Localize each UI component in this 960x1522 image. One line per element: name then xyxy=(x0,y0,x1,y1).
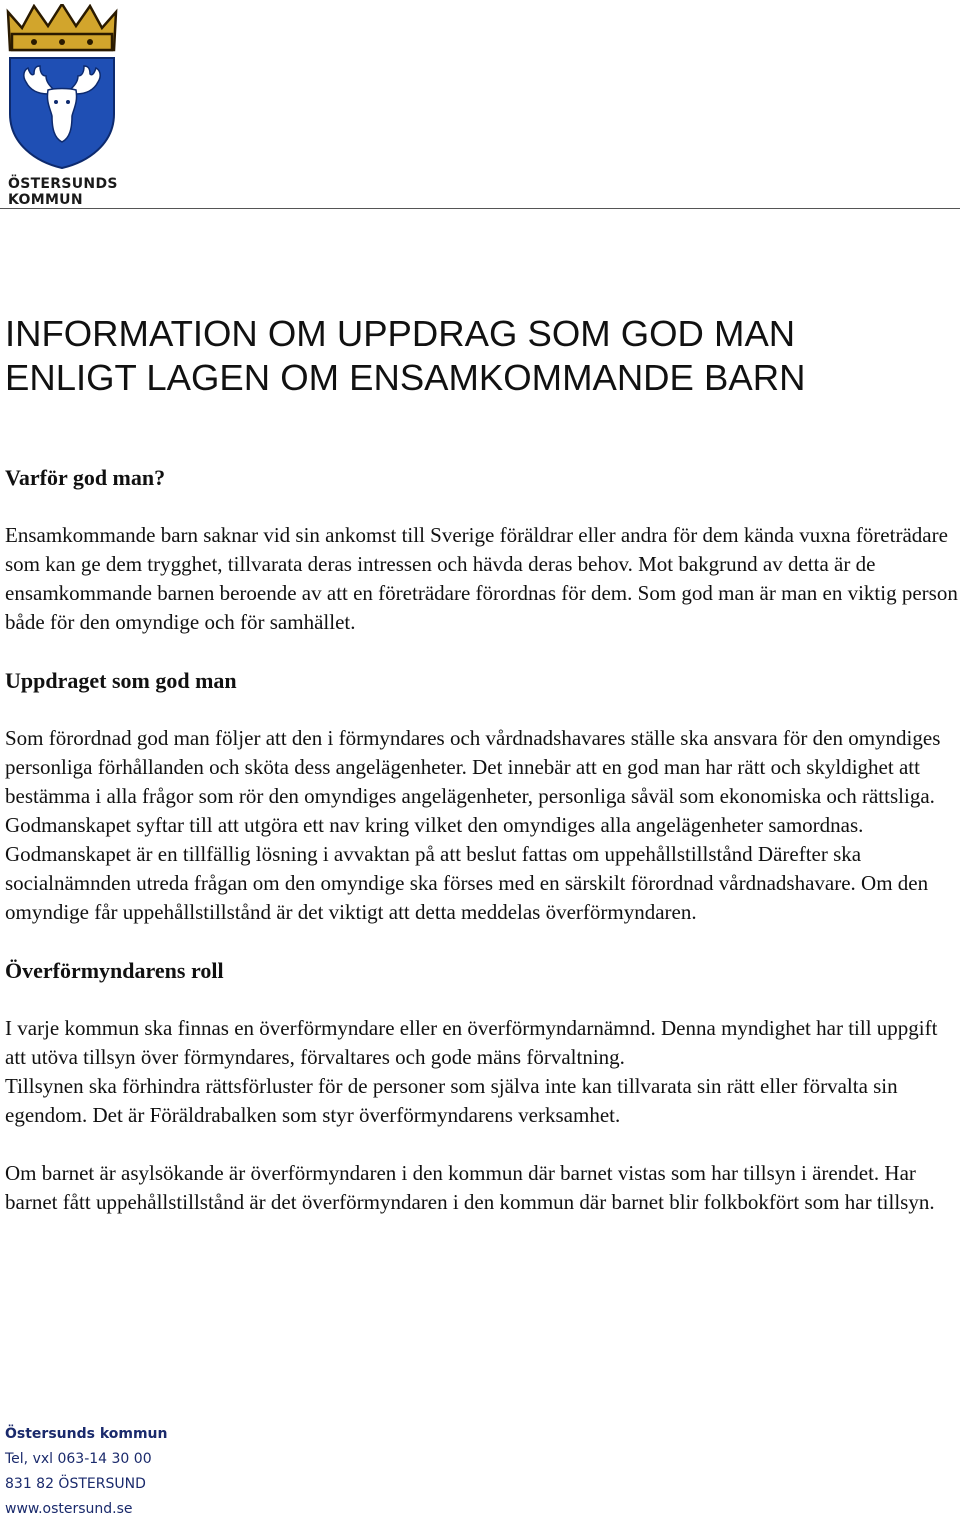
section-assignment-paragraph-2: Godmanskapet är en tillfällig lösning i avvaktan på att beslut fattas om uppehållstillstånd Därefter ska socialnämnden utreda frågan om den omyndige ska förses med en särskilt förordnad vårdnadshavare. Om den omyndige får uppehållstillstånd är det viktigt att detta meddelas överförmyndaren. xyxy=(5,842,929,924)
footer-org-name: Östersunds kommun xyxy=(5,1426,168,1442)
logo-text-line2: KOMMUN xyxy=(8,192,83,208)
title-line-2: ENLIGT LAGEN OM ENSAMKOMMANDE BARN xyxy=(5,357,806,398)
logo-text-line1: ÖSTERSUNDS xyxy=(8,176,118,192)
header-divider xyxy=(0,208,960,209)
section-heading-guardian-role: Överförmyndarens roll xyxy=(5,958,224,983)
crown-icon xyxy=(8,4,116,50)
coat-of-arms-icon xyxy=(4,4,120,174)
title-line-1: INFORMATION OM UPPDRAG SOM GOD MAN xyxy=(5,313,796,354)
section-assignment-paragraph-1: Som förordnad god man följer att den i förmyndares och vårdnadshavares ställe ska ansvara för den omyndiges personliga förhållanden och sköta dess angelägenheter. Det innebär att en god man har rätt och skyldighet att bestämma i alla frågor som rör den omyndiges angelägenheter, personliga såväl som ekonomiska och rättsliga. Godmanskapet syftar till att utgöra ett nav kring vilket den omyndiges alla angelägenheter samordnas. xyxy=(5,726,941,837)
document-body xyxy=(5,463,960,1217)
section-role-paragraph-2: Tillsynen ska förhindra rättsförluster för de personer som själva inte kan tillvarata sin rätt eller förvalta sin egendom. Det är Föräldrabalken som styr överförmyndarens verksamhet. xyxy=(5,1074,898,1127)
municipality-logo xyxy=(4,4,120,209)
footer-address: 831 82 ÖSTERSUND xyxy=(5,1476,146,1492)
footer-contact xyxy=(5,1422,167,1522)
footer-website-link[interactable]: www.ostersund.se xyxy=(5,1501,133,1517)
section-heading-assignment: Uppdraget som god man xyxy=(5,668,237,693)
document-title xyxy=(5,312,955,400)
section-role-paragraph-1: I varje kommun ska finnas en överförmyndare eller en överförmyndarnämnd. Denna myndighet har till uppgift att utöva tillsyn över förmyndares, förvaltares och gode mäns förvaltning. xyxy=(5,1016,938,1069)
section-role-paragraph-3: Om barnet är asylsökande är överförmyndaren i den kommun där barnet vistas som har tillsyn i ärendet. Har barnet fått uppehållstillstånd är det överförmyndaren i den kommun där barnet blir folkbokfört som har tillsyn. xyxy=(5,1161,935,1214)
section-heading-why: Varför god man? xyxy=(5,465,166,490)
section-why-paragraph: Ensamkommande barn saknar vid sin ankomst till Sverige föräldrar eller andra för dem kända vuxna företrädare som kan ge dem trygghet, tillvarata deras intressen och hävda deras behov. Mot bakgrund av detta är de ensamkommande barnen beroende av att en företrädare förordnas för dem. Som god man är man en viktig person både för den omyndige och för samhället. xyxy=(5,523,958,634)
footer-phone: Tel, vxl 063-14 30 00 xyxy=(5,1451,152,1467)
